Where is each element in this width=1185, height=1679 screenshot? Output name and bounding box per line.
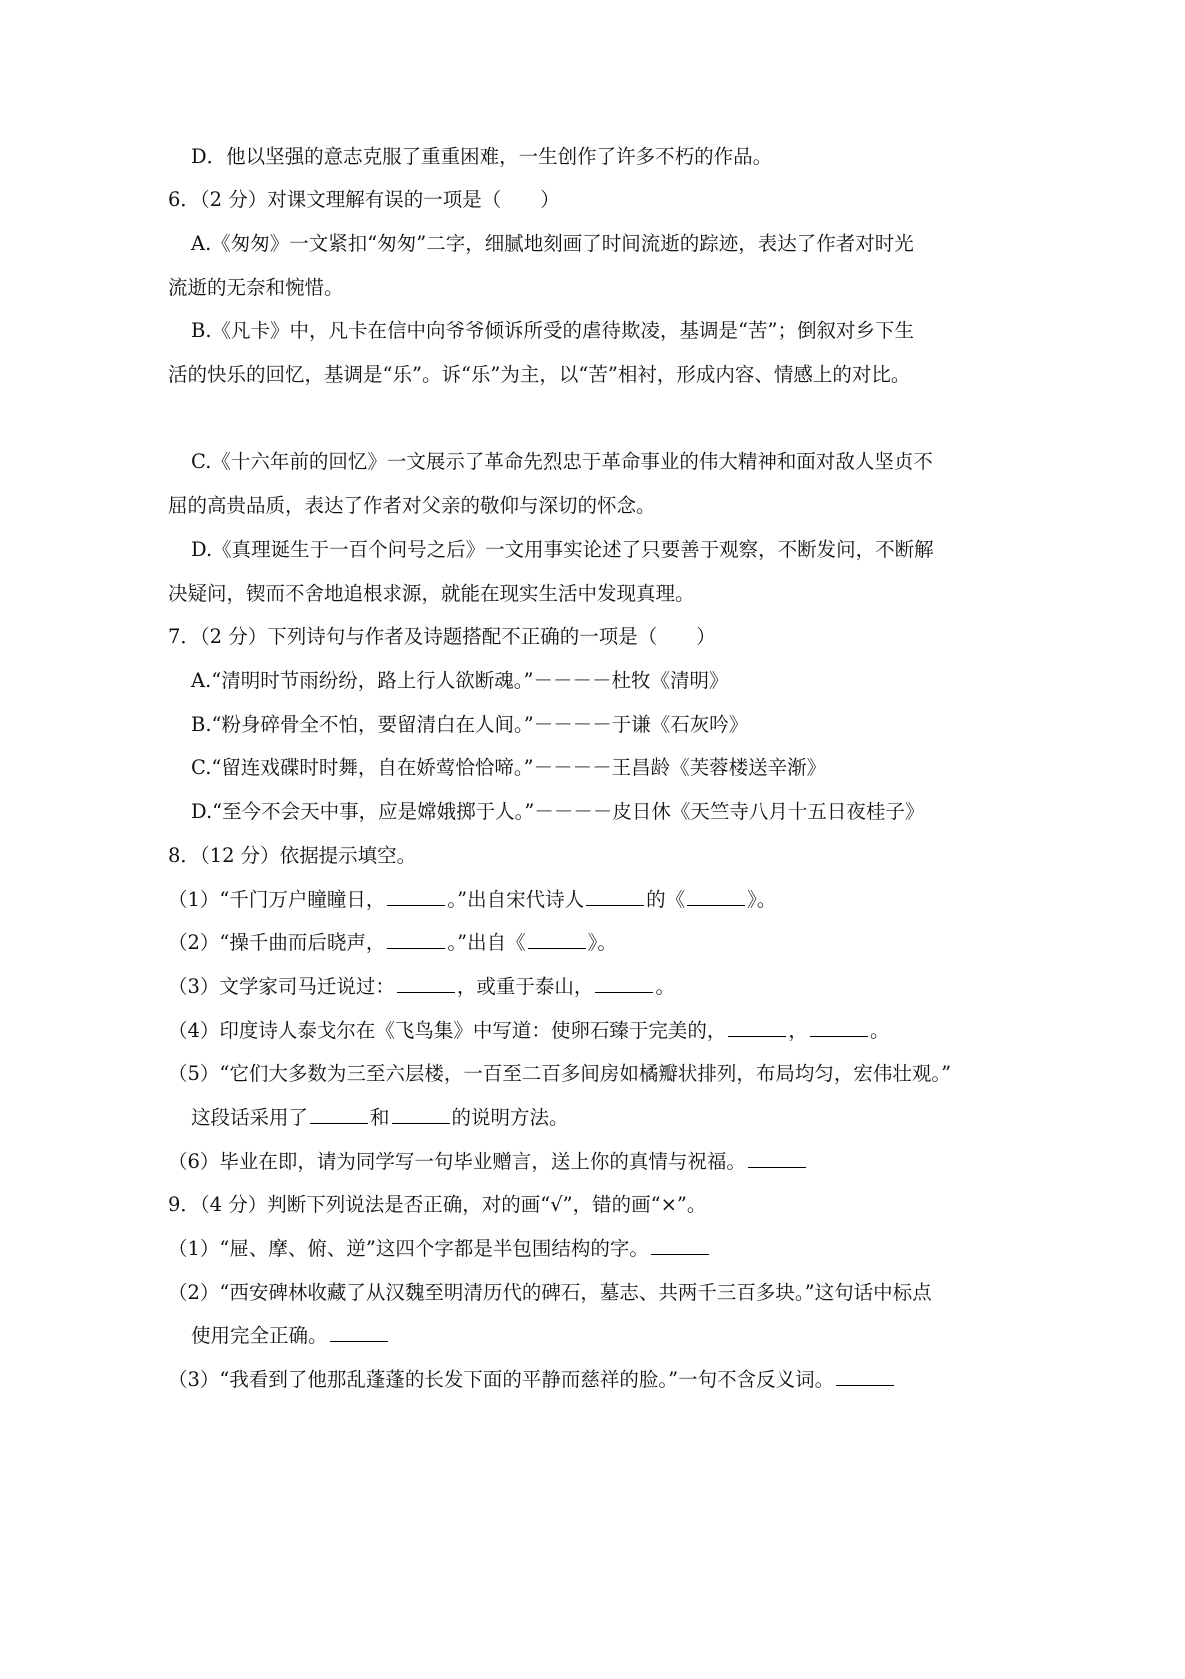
q9-stem: 9．（4 分）判断下列说法是否正确，对的画“√”，错的画“×”。 — [168, 1193, 707, 1216]
q8-item-3 — [168, 973, 675, 1001]
q9-item-3 — [168, 1366, 896, 1394]
q7-option-c: C.“留连戏碟时时舞，自在娇莺恰恰啼。”－－－－王昌龄《芙蓉楼送辛渐》 — [191, 756, 827, 779]
q7-stem: 7．（2 分）下列诗句与作者及诗题搭配不正确的一项是（ ） — [168, 625, 716, 648]
q9-item-1-text: （1）“屉、摩、俯、逆”这四个字都是半包围结构的字。 — [168, 1237, 649, 1260]
answer-blank[interactable] — [728, 1019, 786, 1037]
q8-item-4-text: 。 — [869, 1019, 890, 1042]
q7-option-a: A.“清明时节雨纷纷，路上行人欲断魂。”－－－－杜牧《清明》 — [191, 669, 729, 692]
q6-option-c-cont: 屈的高贵品质，表达了作者对父亲的敬仰与深切的怀念。 — [168, 494, 656, 517]
answer-blank[interactable] — [651, 1237, 709, 1255]
q8-item-3-text: ，或重于泰山， — [456, 975, 594, 998]
q8-item-1-text: 》。 — [747, 888, 777, 911]
answer-blank[interactable] — [810, 1019, 868, 1037]
q8-item-3-text: 。 — [655, 975, 675, 998]
q8-item-2 — [168, 929, 617, 957]
q8-item-2-text: 》。 — [587, 931, 617, 954]
q8-item-5-text: 和 — [370, 1106, 390, 1129]
q6-option-a-cont: 流逝的无奈和惋惜。 — [168, 276, 344, 299]
q7-option-d: D.“至今不会天中事，应是嫦娥掷于人。”－－－－皮日休《天竺寺八月十五日夜桂子》 — [191, 800, 925, 823]
q9-item-3-text: （3）“我看到了他那乱蓬蓬的长发下面的平静而慈祥的脸。”一句不含反义词。 — [168, 1368, 835, 1391]
q8-item-5-text: 这段话采用了 — [191, 1106, 309, 1129]
q8-item-1 — [168, 886, 776, 914]
q8-item-5-text: 的说明方法。 — [451, 1106, 569, 1129]
q8-item-3-text: （3）文学家司马迁说过： — [168, 975, 395, 998]
answer-blank[interactable] — [330, 1324, 388, 1342]
answer-blank[interactable] — [687, 888, 745, 906]
q6-option-b-cont: 活的快乐的回忆，基调是“乐”。诉“乐”为主，以“苦”相衬，形成内容、情感上的对比。 — [168, 363, 911, 386]
q8-item-4 — [168, 1017, 889, 1045]
q8-item-6-text: （6）毕业在即，请为同学写一句毕业赠言，送上你的真情与祝福。 — [168, 1150, 746, 1173]
q9-item-2-cont — [191, 1322, 390, 1350]
q8-item-1-text: 。”出自宋代诗人 — [447, 888, 585, 911]
q8-item-1-text: （1）“千门万户瞳瞳日， — [168, 888, 386, 911]
q8-stem: 8．（12 分）依据提示填空。 — [168, 844, 417, 867]
q8-item-1-text: 的《 — [646, 888, 686, 911]
answer-blank[interactable] — [310, 1106, 368, 1124]
answer-blank[interactable] — [397, 975, 455, 993]
answer-blank[interactable] — [836, 1368, 894, 1386]
answer-blank[interactable] — [528, 931, 586, 949]
q9-item-1 — [168, 1235, 711, 1263]
answer-blank[interactable] — [387, 888, 445, 906]
q8-item-2-text: 。”出自《 — [447, 931, 526, 954]
q6-option-b: B.《凡卡》中，凡卡在信中向爷爷倾诉所受的虐待欺凌，基调是“苦”；倒叙对乡下生 — [191, 319, 914, 342]
q8-item-5: （5）“它们大多数为三至六层楼，一百至二百多间房如橘瓣状排列，布局均匀，宏伟壮观。” — [168, 1062, 952, 1085]
q8-item-4-text: ， — [788, 1019, 808, 1042]
answer-blank[interactable] — [392, 1106, 450, 1124]
q6-option-c: C.《十六年前的回忆》一文展示了革命先烈忠于革命事业的伟大精神和面对敌人坚贞不 — [191, 450, 933, 473]
q9-item-2: （2）“西安碑林收藏了从汉魏至明清历代的碑石，墓志、共两千三百多块。”这句话中标点 — [168, 1281, 932, 1304]
q5-option-d: D．他以坚强的意志克服了重重困难，一生创作了许多不朽的作品。 — [191, 145, 773, 168]
q8-item-6 — [168, 1148, 808, 1176]
q8-item-2-text: （2）“操千曲而后晓声， — [168, 931, 386, 954]
q8-item-4-text: （4）印度诗人泰戈尔在《飞鸟集》中写道：使卵石臻于完美的， — [168, 1019, 727, 1042]
q6-stem: 6．（2 分）对课文理解有误的一项是（ ） — [168, 188, 560, 211]
answer-blank[interactable] — [387, 931, 445, 949]
answer-blank[interactable] — [595, 975, 653, 993]
answer-blank[interactable] — [586, 888, 644, 906]
answer-blank[interactable] — [748, 1150, 806, 1168]
q8-item-5-cont — [191, 1104, 569, 1132]
q6-option-a: A.《匆匆》一文紧扣“匆匆”二字，细腻地刻画了时间流逝的踪迹，表达了作者对时光 — [191, 232, 914, 255]
q6-option-d-cont: 决疑问，锲而不舍地追根求源，就能在现实生活中发现真理。 — [168, 582, 695, 605]
q7-option-b: B.“粉身碎骨全不怕，要留清白在人间。”－－－－于谦《石灰吟》 — [191, 713, 749, 736]
q9-item-2-text: 使用完全正确。 — [191, 1324, 328, 1347]
q6-option-d: D.《真理诞生于一百个问号之后》一文用事实论述了只要善于观察，不断发问，不断解 — [191, 538, 934, 561]
